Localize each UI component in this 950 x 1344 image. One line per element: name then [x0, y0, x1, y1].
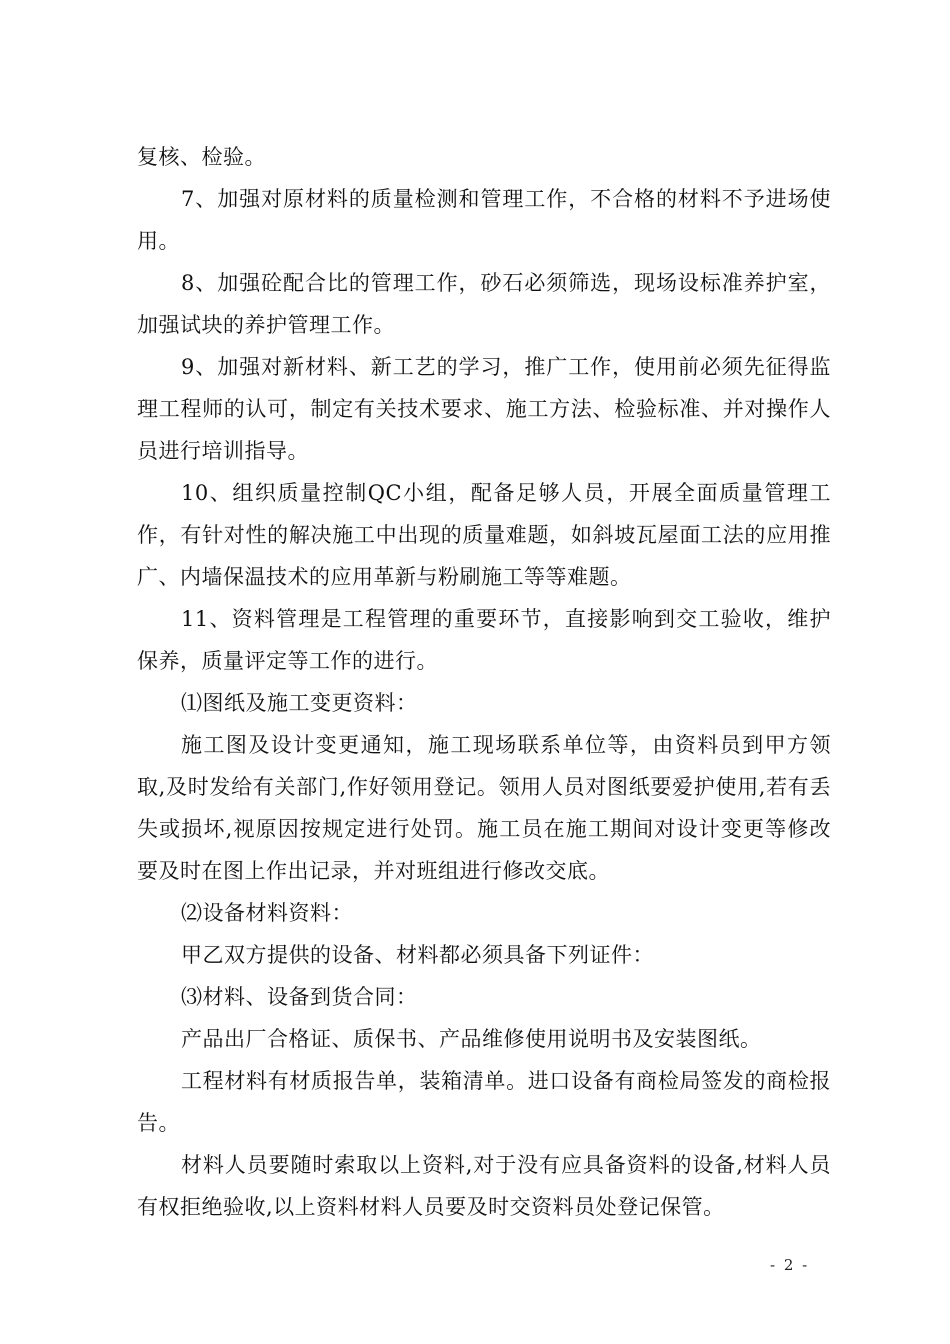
- paragraph: 施工图及设计变更通知，施工现场联系单位等，由资料员到甲方领取,及时发给有关部门,作好领用登记。领用人员对图纸要爱护使用,若有丢失或损坏,视原因按规定进行处罚。施工员在施工期间对设计变更等修改要及时在图上作出记录，并对班组进行修改交底。: [137, 733, 831, 883]
- paragraph: 11、资料管理是工程管理的重要环节，直接影响到交工验收，维护保养，质量评定等工作的进行。: [137, 607, 831, 673]
- paragraph: 复核、检验。: [137, 145, 266, 169]
- section-heading: ⑴图纸及施工变更资料：: [181, 691, 418, 715]
- paragraph: 9、加强对新材料、新工艺的学习，推广工作，使用前必须先征得监理工程师的认可，制定有关技术要求、施工方法、检验标准、并对操作人员进行培训指导。: [137, 355, 831, 463]
- document-body: [137, 136, 831, 1228]
- paragraph: 材料人员要随时索取以上资料,对于没有应具备资料的设备,材料人员有权拒绝验收,以上资料材料人员要及时交资料员处登记保管。: [137, 1153, 831, 1219]
- paragraph: 产品出厂合格证、质保书、产品维修使用说明书及安装图纸。: [181, 1027, 762, 1051]
- paragraph: 7、加强对原材料的质量检测和管理工作，不合格的材料不予进场使用。: [137, 187, 831, 253]
- page-number: - 2 -: [770, 1256, 810, 1274]
- section-heading: ⑶材料、设备到货合同：: [181, 985, 418, 1009]
- paragraph: 10、组织质量控制QC小组，配备足够人员，开展全面质量管理工作，有针对性的解决施工中出现的质量难题，如斜坡瓦屋面工法的应用推广、内墙保温技术的应用革新与粉刷施工等等难题。: [137, 481, 831, 589]
- paragraph: 工程材料有材质报告单，装箱清单。进口设备有商检局签发的商检报告。: [137, 1069, 831, 1135]
- paragraph: 甲乙双方提供的设备、材料都必须具备下列证件：: [181, 943, 654, 967]
- paragraph: 8、加强砼配合比的管理工作，砂石必须筛选，现场设标准养护室，加强试块的养护管理工作。: [137, 271, 831, 337]
- section-heading: ⑵设备材料资料：: [181, 901, 353, 925]
